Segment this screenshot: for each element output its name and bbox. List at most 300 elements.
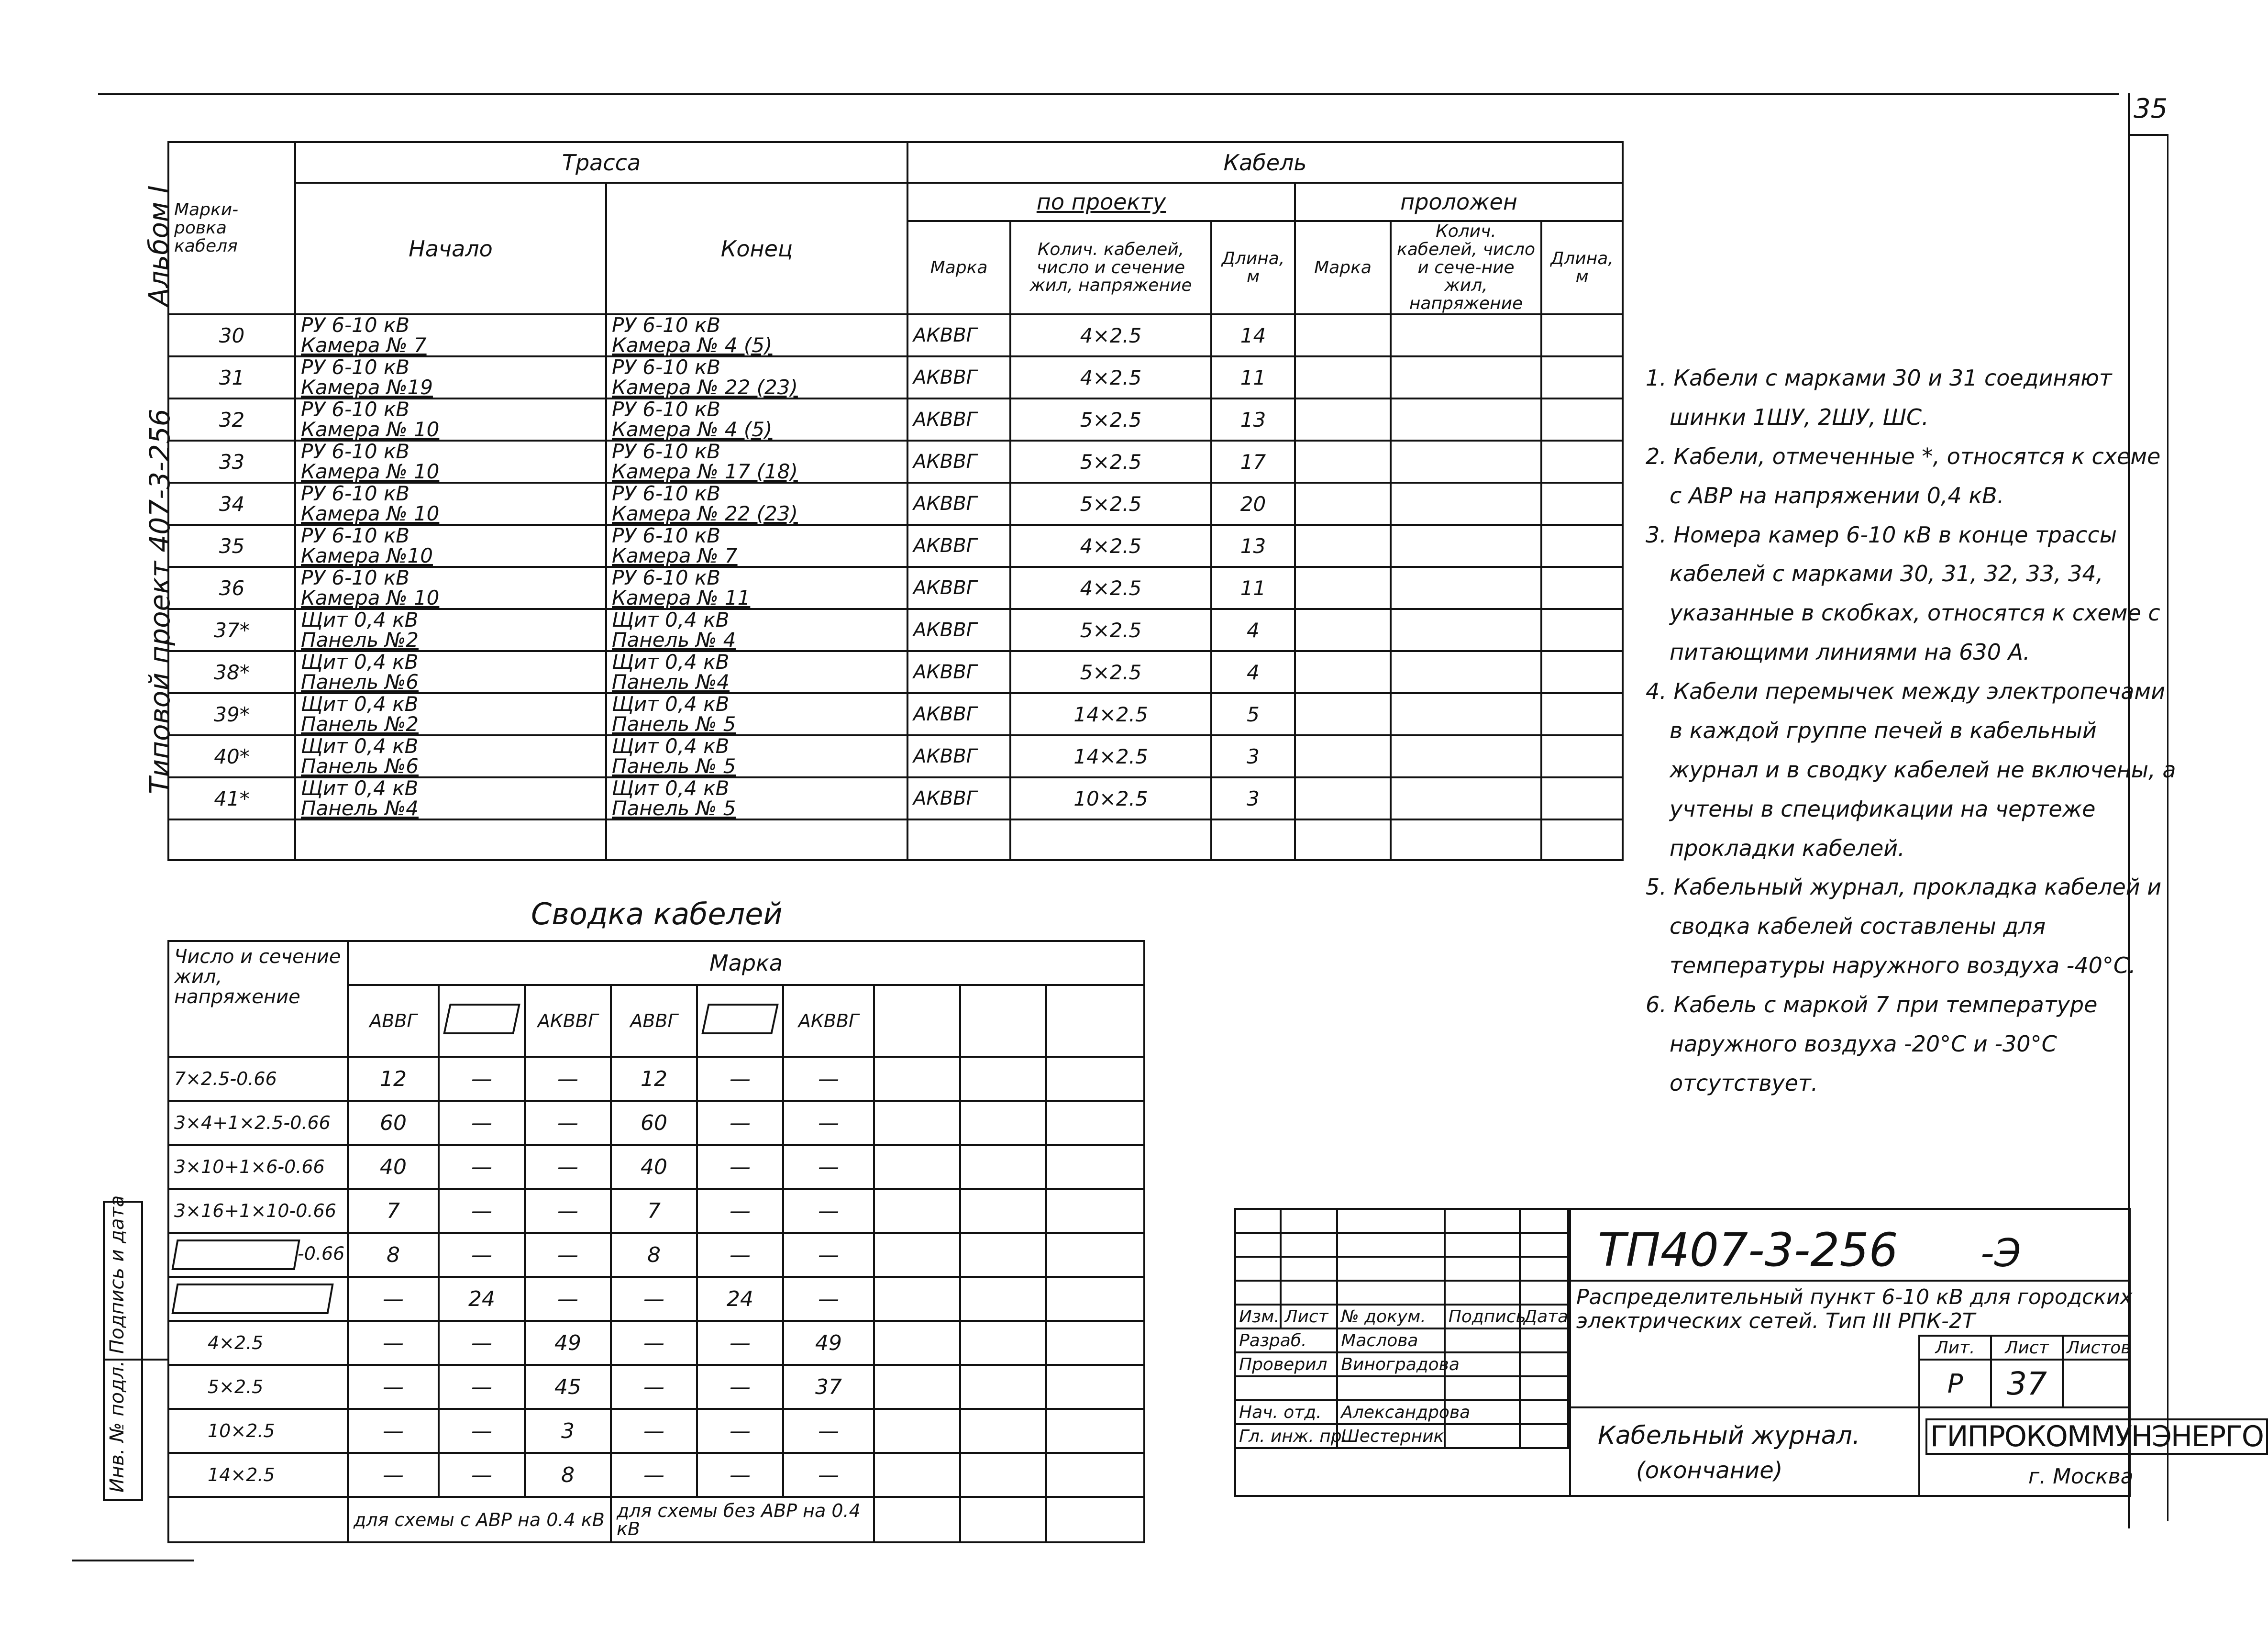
row-length-laid: [1541, 651, 1623, 693]
summary-row: [168, 1233, 1144, 1277]
row-section-laid: [1391, 525, 1541, 567]
summary-cell: 49: [783, 1321, 874, 1365]
row-brand-laid: [1295, 693, 1391, 735]
tb-desc2: электрических сетей. Тип III РПК-2Т: [1576, 1309, 1975, 1333]
summary-cell: —: [525, 1277, 611, 1321]
blank-brand-box: [443, 1004, 520, 1034]
row-section-laid: [1391, 735, 1541, 777]
header-cable: Кабель: [907, 142, 1623, 183]
row-end: [606, 483, 907, 525]
summary-empty-cell: [874, 1233, 960, 1277]
row-start-line2: Панель №2: [301, 712, 419, 736]
right-top-border: [2128, 134, 2168, 136]
note-item: 6. Кабель с маркой 7 при температуре наружного воздуха -20°С и -30°С отсутствует.: [1646, 992, 2098, 1096]
row-section-laid: [1391, 441, 1541, 483]
summary-empty-cell: [960, 1189, 1046, 1233]
summary-row: [168, 1453, 1144, 1497]
blank-brand-box: [701, 1004, 779, 1034]
row-length-laid: [1541, 777, 1623, 819]
table-row: [168, 777, 1623, 819]
summary-cell: —: [697, 1409, 783, 1453]
header-count-section: Колич. кабелей, число и сечение жил, напряжение: [1010, 221, 1211, 314]
row-marking: 33: [168, 441, 295, 483]
row-brand: АКВВГ: [907, 777, 1010, 819]
row-start-line1: РУ 6-10 кВ: [301, 524, 410, 547]
tb-h-sign: Подпись: [1445, 1305, 1520, 1328]
row-end: [606, 441, 907, 483]
row-end-line1: РУ 6-10 кВ: [612, 566, 721, 589]
row-end-line1: РУ 6-10 кВ: [612, 398, 721, 421]
row-start: [295, 609, 606, 651]
summary-empty-cell: [960, 1233, 1046, 1277]
summary-empty-cell: [960, 1453, 1046, 1497]
summary-cell: —: [697, 1189, 783, 1233]
sheet-corner-number: 35: [2134, 93, 2168, 124]
summary-cell: —: [783, 1453, 874, 1497]
bottom-left-line: [72, 1560, 194, 1561]
row-length: 3: [1211, 735, 1295, 777]
tb-sheets-h: Листов: [2063, 1336, 2130, 1360]
row-end-line2: Камера № 11: [612, 586, 751, 609]
summary-cell: —: [348, 1453, 439, 1497]
row-start-line2: Камера № 7: [301, 333, 427, 357]
summary-cell: —: [697, 1233, 783, 1277]
row-marking: 39*: [168, 693, 295, 735]
header-length-laid: Длина, м: [1541, 221, 1623, 314]
summary-empty-cell: [1046, 1233, 1144, 1277]
tb-person: Шестерник: [1337, 1424, 1445, 1448]
row-marking: 37*: [168, 609, 295, 651]
summary-row: [168, 1321, 1144, 1365]
note-item: 1. Кабели с марками 30 и 31 соединяют шинки 1ШУ, 2ШУ, ШС.: [1646, 365, 2112, 430]
summary-brand-head: Марка: [348, 941, 1144, 985]
row-length-laid: [1541, 441, 1623, 483]
summary-cell: —: [525, 1057, 611, 1101]
tb-h-izm: Изм.: [1235, 1305, 1281, 1328]
title-block-border: [1234, 1208, 2131, 1497]
summary-row: [168, 1365, 1144, 1409]
top-border: [98, 93, 2119, 95]
header-count-section-laid: Колич. кабелей, число и сече-ние жил, напряжение: [1391, 221, 1541, 314]
summary-empty-cell: [874, 1145, 960, 1189]
row-end: [606, 777, 907, 819]
table-row: [168, 693, 1623, 735]
row-end-line1: РУ 6-10 кВ: [612, 355, 721, 379]
summary-cell: —: [697, 1145, 783, 1189]
summary-empty-cell: [874, 1365, 960, 1409]
summary-cell: —: [525, 1189, 611, 1233]
blank-label-box: [171, 1284, 333, 1314]
row-end: [606, 735, 907, 777]
left-strip-sign: Подпись и дата: [106, 1195, 128, 1354]
row-length: 13: [1211, 525, 1295, 567]
summary-row-label: 10×2.5: [168, 1409, 348, 1453]
summary-empty-cell: [1046, 1057, 1144, 1101]
table-row: [168, 567, 1623, 609]
summary-row-label: 3×10+1×6-0.66: [168, 1145, 348, 1189]
summary-brand: АВВГ: [611, 985, 697, 1057]
summary-cell: —: [783, 1101, 874, 1145]
summary-row: [168, 1101, 1144, 1145]
row-marking: 40*: [168, 735, 295, 777]
summary-foot-right: [611, 1497, 874, 1542]
row-brand-laid: [1295, 567, 1391, 609]
tb-doc-title1: Кабельный журнал.: [1598, 1421, 1860, 1450]
tb-person: Маслова: [1337, 1328, 1445, 1352]
summary-row-label: 3×4+1×2.5-0.66: [168, 1101, 348, 1145]
summary-cell: —: [783, 1189, 874, 1233]
foot-left-text: для схемы с АВР на 0.4 кВ: [354, 1509, 605, 1530]
summary-cell: —: [439, 1057, 525, 1101]
row-brand: АКВВГ: [907, 609, 1010, 651]
row-brand: АКВВГ: [907, 314, 1010, 356]
row-end-line1: Щит 0,4 кВ: [612, 608, 730, 631]
summary-cell: —: [697, 1057, 783, 1101]
row-section: 4×2.5: [1010, 356, 1211, 398]
row-end-line2: Панель № 5: [612, 797, 736, 820]
row-start: [295, 777, 606, 819]
summary-cell: —: [439, 1453, 525, 1497]
tb-city: г. Москва: [2028, 1464, 2134, 1489]
table-row: [168, 651, 1623, 693]
summary-row: [168, 1145, 1144, 1189]
summary-row-label: 3×16+1×10-0.66: [168, 1189, 348, 1233]
row-length-laid: [1541, 356, 1623, 398]
row-length: 11: [1211, 356, 1295, 398]
row-length-laid: [1541, 525, 1623, 567]
tb-h-doc: № докум.: [1337, 1305, 1445, 1328]
row-length-laid: [1541, 314, 1623, 356]
row-end-line1: РУ 6-10 кВ: [612, 524, 721, 547]
summary-cell: —: [783, 1277, 874, 1321]
row-start: [295, 525, 606, 567]
row-start-line1: РУ 6-10 кВ: [301, 313, 410, 337]
row-end-line2: Камера № 4 (5): [612, 418, 773, 441]
summary-empty-cell: [1046, 1321, 1144, 1365]
row-brand: АКВВГ: [907, 735, 1010, 777]
summary-cell: 45: [525, 1365, 611, 1409]
title-block: [1234, 1208, 2263, 1495]
summary-brand: [439, 985, 525, 1057]
row-marking: 30: [168, 314, 295, 356]
row-brand: АКВВГ: [907, 398, 1010, 441]
row-start: [295, 567, 606, 609]
note-item: 5. Кабельный журнал, прокладка кабелей и сводка кабелей составлены для температуры наружного воздуха -40°С.: [1646, 874, 2162, 979]
summary-cell: 8: [611, 1233, 697, 1277]
tb-role: Гл. инж. пр.: [1235, 1424, 1337, 1448]
summary-cell: 49: [525, 1321, 611, 1365]
row-section-laid: [1391, 567, 1541, 609]
row-start-line2: Камера № 10: [301, 502, 440, 525]
row-end: [606, 525, 907, 567]
tb-role: Разраб.: [1235, 1328, 1337, 1352]
summary-title: Сводка кабелей: [531, 896, 783, 931]
row-section: 4×2.5: [1010, 525, 1211, 567]
summary-cell: —: [439, 1233, 525, 1277]
row-brand-laid: [1295, 483, 1391, 525]
summary-cell: —: [611, 1365, 697, 1409]
tb-person: Виноградова: [1337, 1352, 1445, 1376]
summary-col-head-text: Число и сечение жил, напряжение: [174, 946, 341, 1008]
row-end-line2: Камера № 7: [612, 544, 738, 567]
summary-cell: 12: [348, 1057, 439, 1101]
tb-h-date: Дата: [1520, 1305, 1568, 1328]
summary-empty-cell: [874, 1189, 960, 1233]
row-start-line1: РУ 6-10 кВ: [301, 440, 410, 463]
note-item: 2. Кабели, отмеченные *, относятся к схеме с АВР на напряжении 0,4 кВ.: [1646, 443, 2161, 509]
header-length: Длина, м: [1211, 221, 1295, 314]
row-end: [606, 609, 907, 651]
tb-role: Проверил: [1235, 1352, 1337, 1376]
row-start-line1: Щит 0,4 кВ: [301, 650, 419, 674]
row-length-laid: [1541, 693, 1623, 735]
row-section: 14×2.5: [1010, 693, 1211, 735]
row-start: [295, 651, 606, 693]
header-marking: Марки-ровка кабеля: [168, 142, 295, 314]
row-length: 14: [1211, 314, 1295, 356]
left-strip-divider: [141, 1201, 143, 1499]
summary-row-label: [168, 1277, 348, 1321]
row-section-laid: [1391, 356, 1541, 398]
summary-cell: —: [525, 1233, 611, 1277]
summary-brand: АВВГ: [348, 985, 439, 1057]
row-marking: 35: [168, 525, 295, 567]
summary-cell: —: [439, 1365, 525, 1409]
row-section-laid: [1391, 777, 1541, 819]
summary-cell: —: [611, 1453, 697, 1497]
row-section-laid: [1391, 398, 1541, 441]
row-end: [606, 567, 907, 609]
summary-empty-cell: [960, 1365, 1046, 1409]
row-section: 10×2.5: [1010, 777, 1211, 819]
row-section-laid: [1391, 693, 1541, 735]
summary-cell: —: [439, 1321, 525, 1365]
summary-brand-empty: [1046, 985, 1144, 1057]
row-start-line2: Панель №6: [301, 754, 419, 778]
summary-empty-cell: [1046, 1189, 1144, 1233]
summary-cell: —: [783, 1145, 874, 1189]
row-marking: 36: [168, 567, 295, 609]
row-start: [295, 483, 606, 525]
summary-cell: 37: [783, 1365, 874, 1409]
row-end: [606, 693, 907, 735]
summary-cell: —: [348, 1409, 439, 1453]
row-length-laid: [1541, 398, 1623, 441]
summary-row: [168, 1189, 1144, 1233]
blank-label-box: [171, 1240, 300, 1270]
header-by-project: по проекту: [907, 183, 1295, 221]
side-album-label: Альбом I: [144, 185, 175, 306]
summary-cell: 8: [348, 1233, 439, 1277]
row-end: [606, 651, 907, 693]
summary-empty-cell: [874, 1321, 960, 1365]
tb-suffix: -Э: [1980, 1231, 2021, 1275]
row-length: 17: [1211, 441, 1295, 483]
cable-journal-table: [167, 141, 1624, 861]
summary-empty-cell: [1046, 1145, 1144, 1189]
table-row: [168, 356, 1623, 398]
summary-brand-empty: [874, 985, 960, 1057]
summary-cell: 60: [348, 1101, 439, 1145]
summary-cell: —: [697, 1365, 783, 1409]
table-row: [168, 314, 1623, 356]
row-end-line2: Камера № 4 (5): [612, 333, 773, 357]
summary-cell: 24: [697, 1277, 783, 1321]
row-start-line1: РУ 6-10 кВ: [301, 482, 410, 505]
row-length-laid: [1541, 567, 1623, 609]
row-start: [295, 735, 606, 777]
row-start: [295, 398, 606, 441]
row-end-line1: Щит 0,4 кВ: [612, 650, 730, 674]
summary-cell: —: [348, 1277, 439, 1321]
row-length: 13: [1211, 398, 1295, 441]
row-section: 5×2.5: [1010, 483, 1211, 525]
tb-desc1: Распределительный пункт 6-10 кВ для городских: [1576, 1285, 2133, 1309]
row-start: [295, 441, 606, 483]
row-brand-laid: [1295, 441, 1391, 483]
summary-cell: 40: [348, 1145, 439, 1189]
row-length: 3: [1211, 777, 1295, 819]
summary-brand-empty: [960, 985, 1046, 1057]
side-project-label: Типовой проект 407-3-256: [144, 409, 176, 794]
summary-row: [168, 1409, 1144, 1453]
row-brand-laid: [1295, 609, 1391, 651]
tb-role: Нач. отд.: [1235, 1400, 1337, 1424]
summary-cell: —: [611, 1409, 697, 1453]
row-brand: АКВВГ: [907, 567, 1010, 609]
summary-empty-cell: [874, 1101, 960, 1145]
row-end: [606, 356, 907, 398]
summary-brand: АКВВГ: [525, 985, 611, 1057]
row-end-line1: РУ 6-10 кВ: [612, 313, 721, 337]
tb-doc-title2: (окончание): [1636, 1457, 1783, 1484]
row-brand-laid: [1295, 314, 1391, 356]
row-section: 14×2.5: [1010, 735, 1211, 777]
row-marking: 32: [168, 398, 295, 441]
row-section-laid: [1391, 609, 1541, 651]
row-brand: АКВВГ: [907, 441, 1010, 483]
row-length: 5: [1211, 693, 1295, 735]
row-start-line2: Панель №2: [301, 628, 419, 652]
row-length-laid: [1541, 483, 1623, 525]
row-start-line2: Панель №6: [301, 670, 419, 694]
summary-foot-left: [348, 1497, 611, 1542]
row-start-line1: Щит 0,4 кВ: [301, 734, 419, 758]
row-section: 5×2.5: [1010, 441, 1211, 483]
summary-cell: 7: [611, 1189, 697, 1233]
row-end-line1: Щит 0,4 кВ: [612, 776, 730, 800]
row-start-line2: Камера №10: [301, 544, 433, 567]
row-marking: 34: [168, 483, 295, 525]
summary-empty-cell: [1046, 1365, 1144, 1409]
summary-empty-cell: [874, 1453, 960, 1497]
summary-table: [167, 940, 1145, 1543]
row-brand: АКВВГ: [907, 525, 1010, 567]
row-end-line1: Щит 0,4 кВ: [612, 734, 730, 758]
row-start-line1: Щит 0,4 кВ: [301, 776, 419, 800]
summary-cell: —: [525, 1145, 611, 1189]
row-length: 20: [1211, 483, 1295, 525]
summary-cell: —: [439, 1409, 525, 1453]
summary-cell: —: [439, 1101, 525, 1145]
summary-brand: [697, 985, 783, 1057]
row-end-line2: Панель № 5: [612, 712, 736, 736]
summary-cell: —: [439, 1145, 525, 1189]
row-brand-laid: [1295, 525, 1391, 567]
notes-list: [1646, 359, 2177, 1103]
tb-sheet: 37: [1991, 1360, 2063, 1407]
summary-cell: —: [439, 1189, 525, 1233]
header-laid: проложен: [1295, 183, 1623, 221]
table-row: [168, 483, 1623, 525]
summary-empty-cell: [960, 1101, 1046, 1145]
row-section-laid: [1391, 483, 1541, 525]
header-brand-laid: Марка: [1295, 221, 1391, 314]
header-end: Конец: [606, 183, 907, 314]
row-length-laid: [1541, 735, 1623, 777]
row-length: 4: [1211, 609, 1295, 651]
row-start-line2: Камера № 10: [301, 586, 440, 609]
summary-brand: АКВВГ: [783, 985, 874, 1057]
row-marking: 31: [168, 356, 295, 398]
table-row: [168, 525, 1623, 567]
row-end-line1: Щит 0,4 кВ: [612, 692, 730, 716]
summary-empty-cell: [960, 1057, 1046, 1101]
summary-cell: —: [611, 1277, 697, 1321]
summary-cell: 24: [439, 1277, 525, 1321]
tb-sheet-h: Лист: [1991, 1336, 2063, 1360]
row-start-line2: Камера № 10: [301, 460, 440, 483]
row-start: [295, 356, 606, 398]
summary-cell: 8: [525, 1453, 611, 1497]
row-end-line1: РУ 6-10 кВ: [612, 440, 721, 463]
row-end-line2: Панель № 5: [612, 754, 736, 778]
note-item: 3. Номера камер 6-10 кВ в конце трассы кабелей с марками 30, 31, 32, 33, 34, указанные в скобках, относятся к схеме с питающими линиями на 630 А.: [1646, 521, 2160, 665]
row-brand-laid: [1295, 651, 1391, 693]
row-end-line2: Панель №4: [612, 670, 730, 694]
row-section: 4×2.5: [1010, 314, 1211, 356]
row-length: 11: [1211, 567, 1295, 609]
row-brand-laid: [1295, 735, 1391, 777]
row-section-laid: [1391, 314, 1541, 356]
row-start-line1: РУ 6-10 кВ: [301, 355, 410, 379]
row-length: 4: [1211, 651, 1295, 693]
summary-cell: —: [783, 1233, 874, 1277]
table-row: [168, 609, 1623, 651]
header-route: Трасса: [295, 142, 907, 183]
tb-person: Александрова: [1337, 1400, 1445, 1424]
table-row: [168, 398, 1623, 441]
summary-cell: —: [348, 1321, 439, 1365]
row-brand-laid: [1295, 398, 1391, 441]
foot-right-text: для схемы без АВР на 0.4 кВ: [617, 1500, 861, 1539]
summary-row: [168, 1277, 1144, 1321]
row-end-line2: Камера № 17 (18): [612, 460, 798, 483]
summary-cell: —: [525, 1101, 611, 1145]
row-section: 5×2.5: [1010, 651, 1211, 693]
tb-code: ТП407-3-256: [1598, 1223, 1898, 1277]
summary-row-label-suffix: -0.66: [298, 1243, 345, 1264]
row-section: 5×2.5: [1010, 398, 1211, 441]
table-row-empty: [168, 819, 1623, 860]
tb-h-list: Лист: [1281, 1305, 1337, 1328]
summary-cell: —: [348, 1365, 439, 1409]
summary-row-label: 14×2.5: [168, 1453, 348, 1497]
summary-empty-cell: [874, 1409, 960, 1453]
summary-cell: —: [611, 1321, 697, 1365]
row-end: [606, 398, 907, 441]
row-start: [295, 693, 606, 735]
